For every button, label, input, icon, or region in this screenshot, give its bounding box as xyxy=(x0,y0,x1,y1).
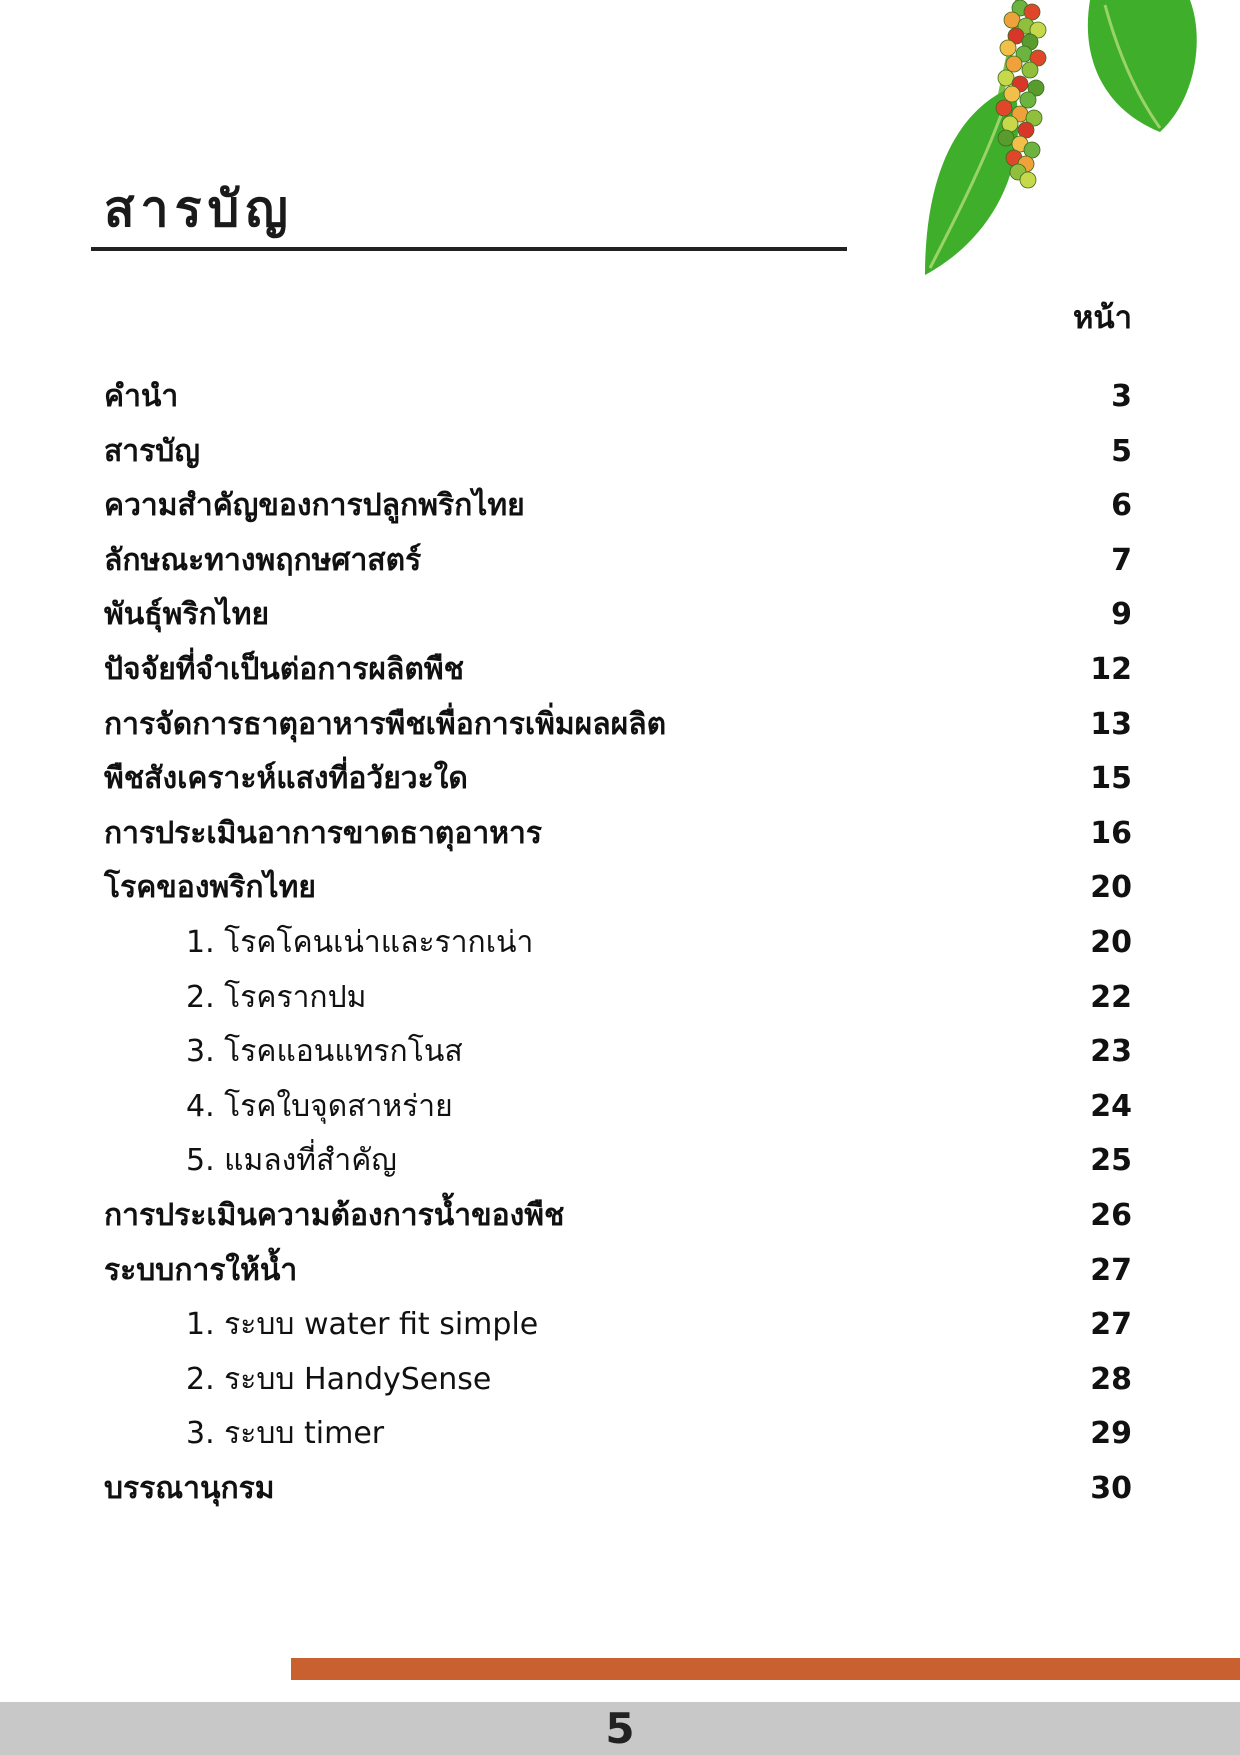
toc-entry[interactable] xyxy=(104,1244,1132,1299)
toc-entry-page: 27 xyxy=(1090,1252,1132,1288)
toc-entry-page: 24 xyxy=(1090,1088,1132,1124)
toc-entry-page: 30 xyxy=(1090,1470,1132,1506)
toc-entry-label: ลักษณะทางพฤกษศาสตร์ xyxy=(104,542,422,578)
toc-entry[interactable] xyxy=(104,479,1132,534)
accent-bar xyxy=(291,1658,1240,1680)
toc-entry-label: 1. โรคโคนเน่าและรากเน่า xyxy=(186,924,534,960)
toc-entry-page: 3 xyxy=(1111,379,1132,414)
toc-entry-page: 22 xyxy=(1090,979,1132,1015)
toc-subentry[interactable] xyxy=(104,1298,1132,1353)
toc-entry[interactable] xyxy=(104,698,1132,753)
toc-subentry[interactable] xyxy=(104,916,1132,971)
toc-entry[interactable] xyxy=(104,861,1132,916)
toc-entry-label: โรคของพริกไทย xyxy=(104,870,316,906)
toc-entry[interactable] xyxy=(104,1462,1132,1517)
toc-entry-page: 5 xyxy=(1111,433,1132,469)
toc-entry-label: 2. ระบบ HandySense xyxy=(186,1361,492,1397)
toc-entry-label: การจัดการธาตุอาหารพืชเพื่อการเพิ่มผลผลิต xyxy=(104,706,667,742)
toc-entry-page: 25 xyxy=(1090,1143,1132,1179)
toc-entry-label: ระบบการให้น้ำ xyxy=(104,1252,298,1288)
page-title: สารบัญ xyxy=(104,180,294,238)
toc-entry-label: การประเมินความต้องการน้ำของพืช xyxy=(104,1197,565,1233)
toc-subentry[interactable] xyxy=(104,1353,1132,1408)
toc-entry-page: 16 xyxy=(1090,815,1132,851)
toc-entry-label: การประเมินอาการขาดธาตุอาหาร xyxy=(104,815,542,851)
toc-entry-label: 4. โรคใบจุดสาหร่าย xyxy=(186,1088,453,1124)
page-column-label: หน้า xyxy=(1072,300,1132,336)
footer xyxy=(0,1702,1240,1755)
toc-entry[interactable] xyxy=(104,643,1132,698)
toc-entry-page: 9 xyxy=(1111,597,1132,633)
toc-entry[interactable] xyxy=(104,370,1132,425)
toc-entry-label: 2. โรครากปม xyxy=(186,979,367,1015)
toc-entry[interactable] xyxy=(104,807,1132,862)
toc-entry-label: คำนำ xyxy=(104,379,179,414)
toc-entry-page: 12 xyxy=(1090,651,1132,687)
toc-entry[interactable] xyxy=(104,1189,1132,1244)
toc-entry[interactable] xyxy=(104,534,1132,589)
toc-entry-label: บรรณานุกรม xyxy=(104,1470,275,1506)
toc-subentry[interactable] xyxy=(104,1080,1132,1135)
table-of-contents xyxy=(104,370,1132,1516)
toc-subentry[interactable] xyxy=(104,1025,1132,1080)
toc-entry-page: 7 xyxy=(1111,542,1132,578)
toc-entry-page: 26 xyxy=(1090,1197,1132,1233)
toc-entry-label: ปัจจัยที่จำเป็นต่อการผลิตพืช xyxy=(104,651,464,687)
toc-entry-label: สารบัญ xyxy=(104,433,200,469)
toc-entry-page: 27 xyxy=(1090,1307,1132,1343)
toc-entry-label: ความสำคัญของการปลูกพริกไทย xyxy=(104,488,525,524)
toc-entry[interactable] xyxy=(104,752,1132,807)
toc-entry-page: 13 xyxy=(1090,706,1132,742)
title-underline xyxy=(91,247,847,251)
toc-subentry[interactable] xyxy=(104,1134,1132,1189)
toc-entry-page: 20 xyxy=(1090,924,1132,960)
toc-entry-label: 3. ระบบ timer xyxy=(186,1416,385,1452)
toc-entry-page: 28 xyxy=(1090,1361,1132,1397)
toc-entry-page: 15 xyxy=(1090,761,1132,797)
footer-page-number: 5 xyxy=(605,1704,635,1753)
toc-entry-label: 5. แมลงที่สำคัญ xyxy=(186,1143,397,1179)
toc-subentry[interactable] xyxy=(104,971,1132,1026)
toc-entry-label: พันธุ์พริกไทย xyxy=(104,597,270,633)
toc-entry[interactable] xyxy=(104,588,1132,643)
toc-entry[interactable] xyxy=(104,425,1132,480)
toc-entry-label: 3. โรคแอนแทรกโนส xyxy=(186,1034,463,1070)
toc-subentry[interactable] xyxy=(104,1407,1132,1462)
toc-entry-label: 1. ระบบ water fit simple xyxy=(186,1307,539,1343)
toc-entry-page: 23 xyxy=(1090,1034,1132,1070)
toc-entry-page: 29 xyxy=(1090,1416,1132,1452)
toc-entry-page: 20 xyxy=(1090,870,1132,906)
pepper-vine-illustration xyxy=(920,0,1220,285)
toc-entry-page: 6 xyxy=(1111,488,1132,524)
toc-entry-label: พืชสังเคราะห์แสงที่อวัยวะใด xyxy=(104,761,468,797)
